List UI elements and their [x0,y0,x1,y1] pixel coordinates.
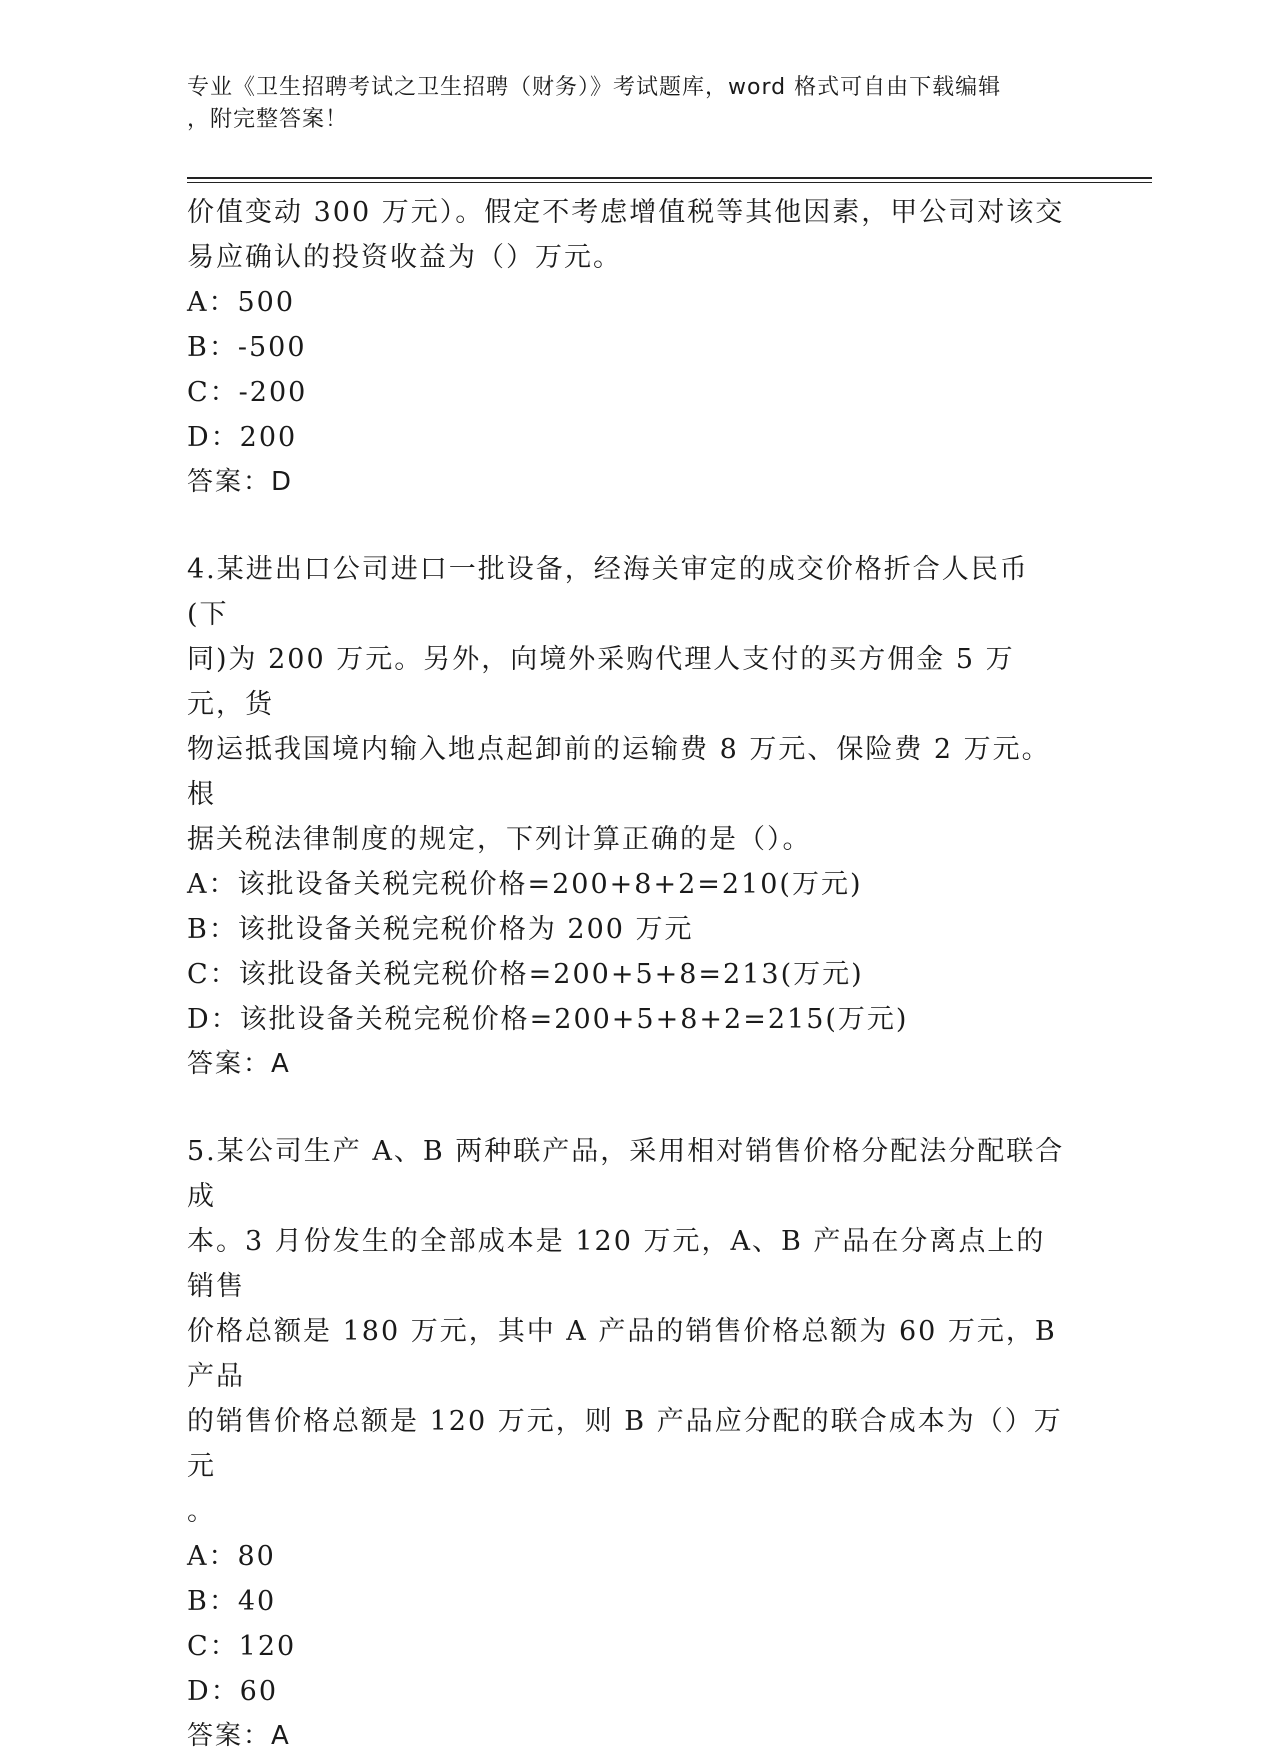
answer-line: 答案：A [187,1721,291,1751]
header-line-1: 专业《卫生招聘考试之卫生招聘（财务）》考试题库，word 格式可自由下载编辑 [187,75,1002,100]
spacer [187,1087,1067,1129]
option-c: C：120 [187,1631,297,1662]
question-text-line: 同)为 200 万元。另外，向境外采购代理人支付的买方佣金 5 万元，货 [187,644,1015,720]
question-text-line: 4.某进出口公司进口一批设备，经海关审定的成交价格折合人民币(下 [187,554,1029,630]
header-divider [187,177,1152,183]
option-d: D：200 [187,422,298,453]
question-text-line: 本。3 月份发生的全部成本是 120 万元，A、B 产品在分离点上的销售 [187,1226,1046,1302]
option-a: A：80 [187,1541,276,1572]
option-c: C：该批设备关税完税价格=200+5+8=213(万元) [187,959,864,990]
question-text-line: 物运抵我国境内输入地点起卸前的运输费 8 万元、保险费 2 万元。根 [187,734,1051,810]
question-3-continued [187,190,1067,505]
question-text-line: 据关税法律制度的规定，下列计算正确的是（）。 [187,824,812,855]
option-a: A：该批设备关税完税价格=200+8+2=210(万元) [187,869,863,900]
option-d: D：60 [187,1676,279,1707]
spacer [187,505,1067,547]
question-5 [187,1129,1067,1759]
document-body [187,190,1067,1759]
option-d: D：该批设备关税完税价格=200+5+8+2=215(万元) [187,1004,909,1035]
option-c: C：-200 [187,377,308,408]
question-text-line: 。 [187,1496,216,1527]
question-text-line: 的销售价格总额是 120 万元，则 B 产品应分配的联合成本为（）万元 [187,1406,1063,1482]
question-text-line: 价格总额是 180 万元，其中 A 产品的销售价格总额为 60 万元，B 产品 [187,1316,1057,1392]
header-line-2: ，附完整答案！ [187,107,349,132]
question-4 [187,547,1067,1087]
question-text-line: 价值变动 300 万元）。假定不考虑增值税等其他因素，甲公司对该交 [187,197,1065,228]
option-b: B：该批设备关税完税价格为 200 万元 [187,914,694,945]
question-text-line: 易应确认的投资收益为（）万元。 [187,242,622,273]
option-a: A：500 [187,287,296,318]
question-text-line: 5.某公司生产 A、B 两种联产品，采用相对销售价格分配法分配联合成 [187,1136,1065,1212]
document-header [187,72,1067,136]
answer-line: 答案：D [187,467,294,497]
answer-line: 答案：A [187,1049,291,1079]
option-b: B：-500 [187,332,307,363]
option-b: B：40 [187,1586,277,1617]
